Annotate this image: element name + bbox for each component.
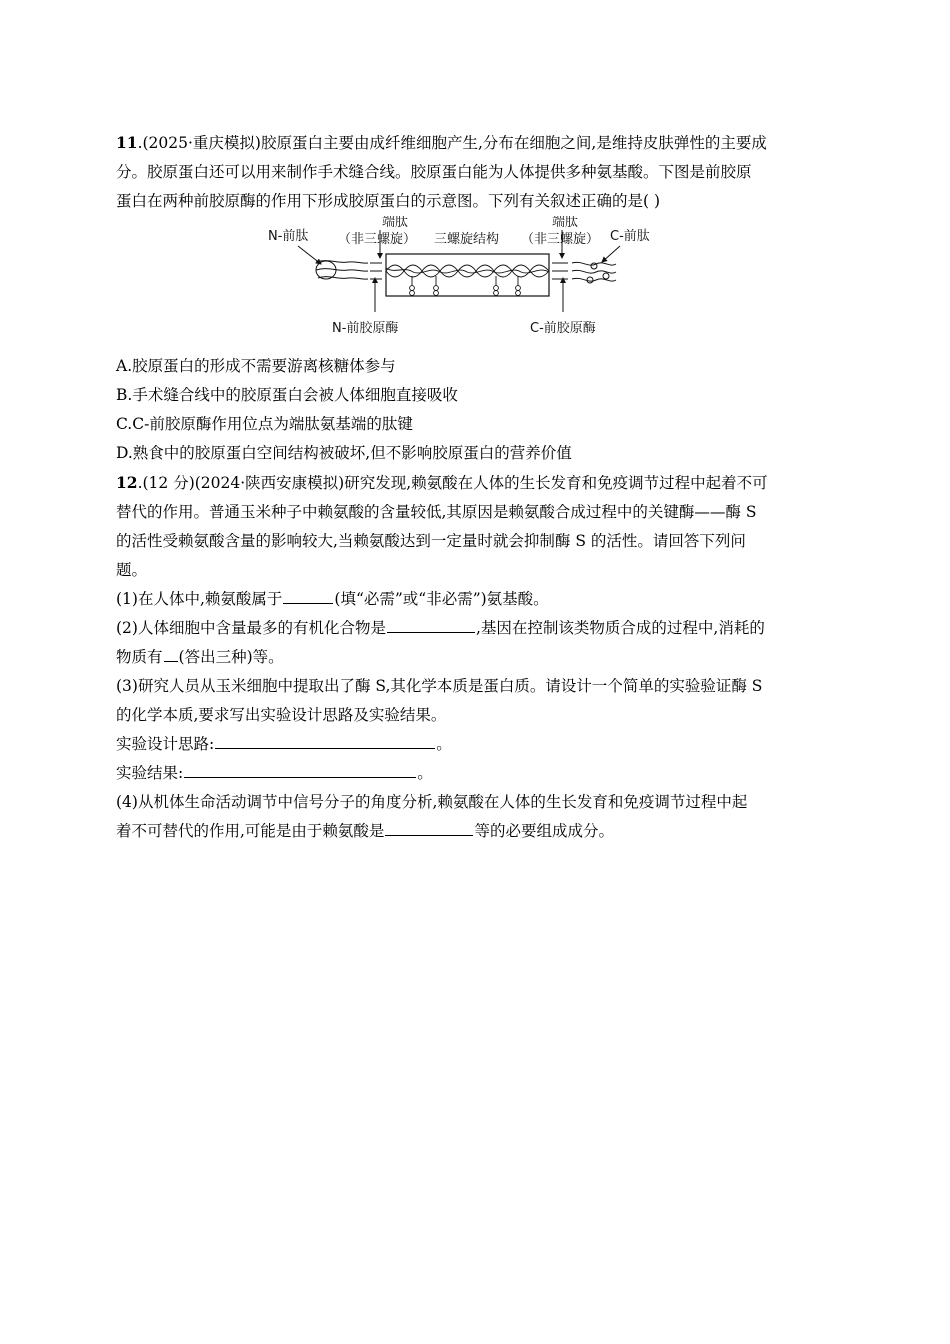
q11-source: .(2025·重庆模拟): [137, 134, 261, 152]
n-propeptide-shape: [316, 261, 368, 280]
q12-p2-text-c: 物质有: [116, 648, 163, 666]
procollagen-diagram-svg: [116, 216, 836, 352]
q12-part-3-line-2: 的化学本质,要求写出实验设计思路及实验结果。: [116, 706, 447, 724]
q11-stem-text-1: 胶原蛋白主要由成纤维细胞产生,分布在细胞之间,是维持皮肤弹性的主要成: [260, 134, 767, 152]
q11-stem-line-3: 蛋白在两种前胶原酶的作用下形成胶原蛋白的示意图。下列有关叙述正确的是( ): [116, 192, 661, 210]
c-procollagenase-label: C-前胶原酶: [530, 321, 596, 336]
q12-p4-blank[interactable]: [385, 818, 473, 836]
triple-helix-strands: [386, 265, 549, 277]
q12-p2-text-d: (答出三种)等。: [178, 648, 284, 666]
q12-p1-blank[interactable]: [283, 586, 333, 604]
q12-design-line: [116, 730, 836, 759]
right-end-peptide-shape: [552, 263, 568, 279]
q12-result-period: 。: [417, 764, 433, 782]
q12-p4-text-a: 着不可替代的作用,可能是由于赖氨酸是: [116, 822, 385, 840]
n-procollagenase-label: N-前胶原酶: [332, 321, 399, 336]
triple-helix-label: 三螺旋结构: [434, 232, 500, 247]
q11-option-b: B.手术缝合线中的胶原蛋白会被人体细胞直接吸收: [116, 386, 458, 404]
q12-p2-text-a: (2)人体细胞中含量最多的有机化合物是: [116, 619, 386, 637]
left-end-peptide-shape: [370, 263, 382, 279]
document-page: [116, 128, 836, 846]
q12-p2-text-b: ,基因在控制该类物质合成的过程中,消耗的: [475, 619, 765, 637]
q12-number: 12: [116, 473, 138, 492]
q11-option-a: A.胶原蛋白的形成不需要游离核糖体参与: [116, 357, 396, 375]
q12-part-2-line-2: [116, 643, 836, 672]
q12-header-text: .(12 分)(2024·陕西安康模拟)研究发现,赖氨酸在人体的生长发育和免疫调节过程中起着不可: [137, 474, 768, 492]
q11-option-d: D.熟食中的胶原蛋白空间结构被破坏,但不影响胶原蛋白的营养价值: [116, 444, 572, 462]
end-peptide-right-note: （非三螺旋）: [521, 232, 600, 247]
q11-option-c: C.C-前胶原酶作用位点为端肽氨基端的肽键: [116, 415, 413, 433]
q12-part-1: [116, 585, 836, 614]
c-peptide-arrow: [602, 246, 620, 262]
q12-p2-blank-2[interactable]: [164, 644, 178, 662]
q12-p1-text-b: (填“必需”或“非必需”)氨基酸。: [334, 590, 549, 608]
c-propeptide-shape: [572, 262, 616, 283]
q12-p4-text-b: 等的必要组成成分。: [474, 822, 614, 840]
n-peptide-label: N-前肽: [268, 229, 309, 244]
q12-p2-blank-1[interactable]: [387, 615, 475, 633]
glycosylation-marks: [410, 276, 521, 295]
end-peptide-right-label: 端肽: [552, 216, 579, 230]
q12-part-4-line-1: (4)从机体生命活动调节中信号分子的角度分析,赖氨酸在人体的生长发育和免疫调节过程中起: [116, 793, 748, 811]
q12-p1-text-a: (1)在人体中,赖氨酸属于: [116, 590, 283, 608]
q12-result-label: 实验结果:: [116, 764, 184, 782]
q12-intro-line-2: 的活性受赖氨酸含量的影响较大,当赖氨酸达到一定量时就会抑制酶 S 的活性。请回答下列问: [116, 532, 746, 550]
q12-intro-line-1: 替代的作用。普通玉米种子中赖氨酸的含量较低,其原因是赖氨酸合成过程中的关键酶——酶 S: [116, 503, 757, 521]
end-peptide-left-label: 端肽: [382, 216, 409, 230]
q11-stem-line-2: 分。胶原蛋白还可以用来制作手术缝合线。胶原蛋白能为人体提供多种氨基酸。下图是前胶原: [116, 163, 752, 181]
q12-design-label: 实验设计思路:: [116, 735, 215, 753]
q12-header: [116, 468, 836, 498]
c-peptide-label: C-前肽: [610, 229, 650, 244]
q12-part-3-line-1: (3)研究人员从玉米细胞中提取出了酶 S,其化学本质是蛋白质。请设计一个简单的实验验证酶 S: [116, 677, 763, 695]
q12-part-2-line-1: [116, 614, 836, 643]
q12-design-blank[interactable]: [215, 731, 435, 749]
q12-result-line: [116, 759, 836, 788]
procollagen-diagram: [116, 216, 836, 352]
q11-number: 11: [116, 133, 138, 152]
q11-stem-line-1: [116, 128, 836, 158]
end-peptide-left-note: （非三螺旋）: [338, 232, 417, 247]
q12-design-period: 。: [436, 735, 452, 753]
q12-result-blank[interactable]: [184, 760, 416, 778]
q12-intro-line-3: 题。: [116, 561, 148, 579]
q12-part-4-line-2: [116, 817, 836, 846]
